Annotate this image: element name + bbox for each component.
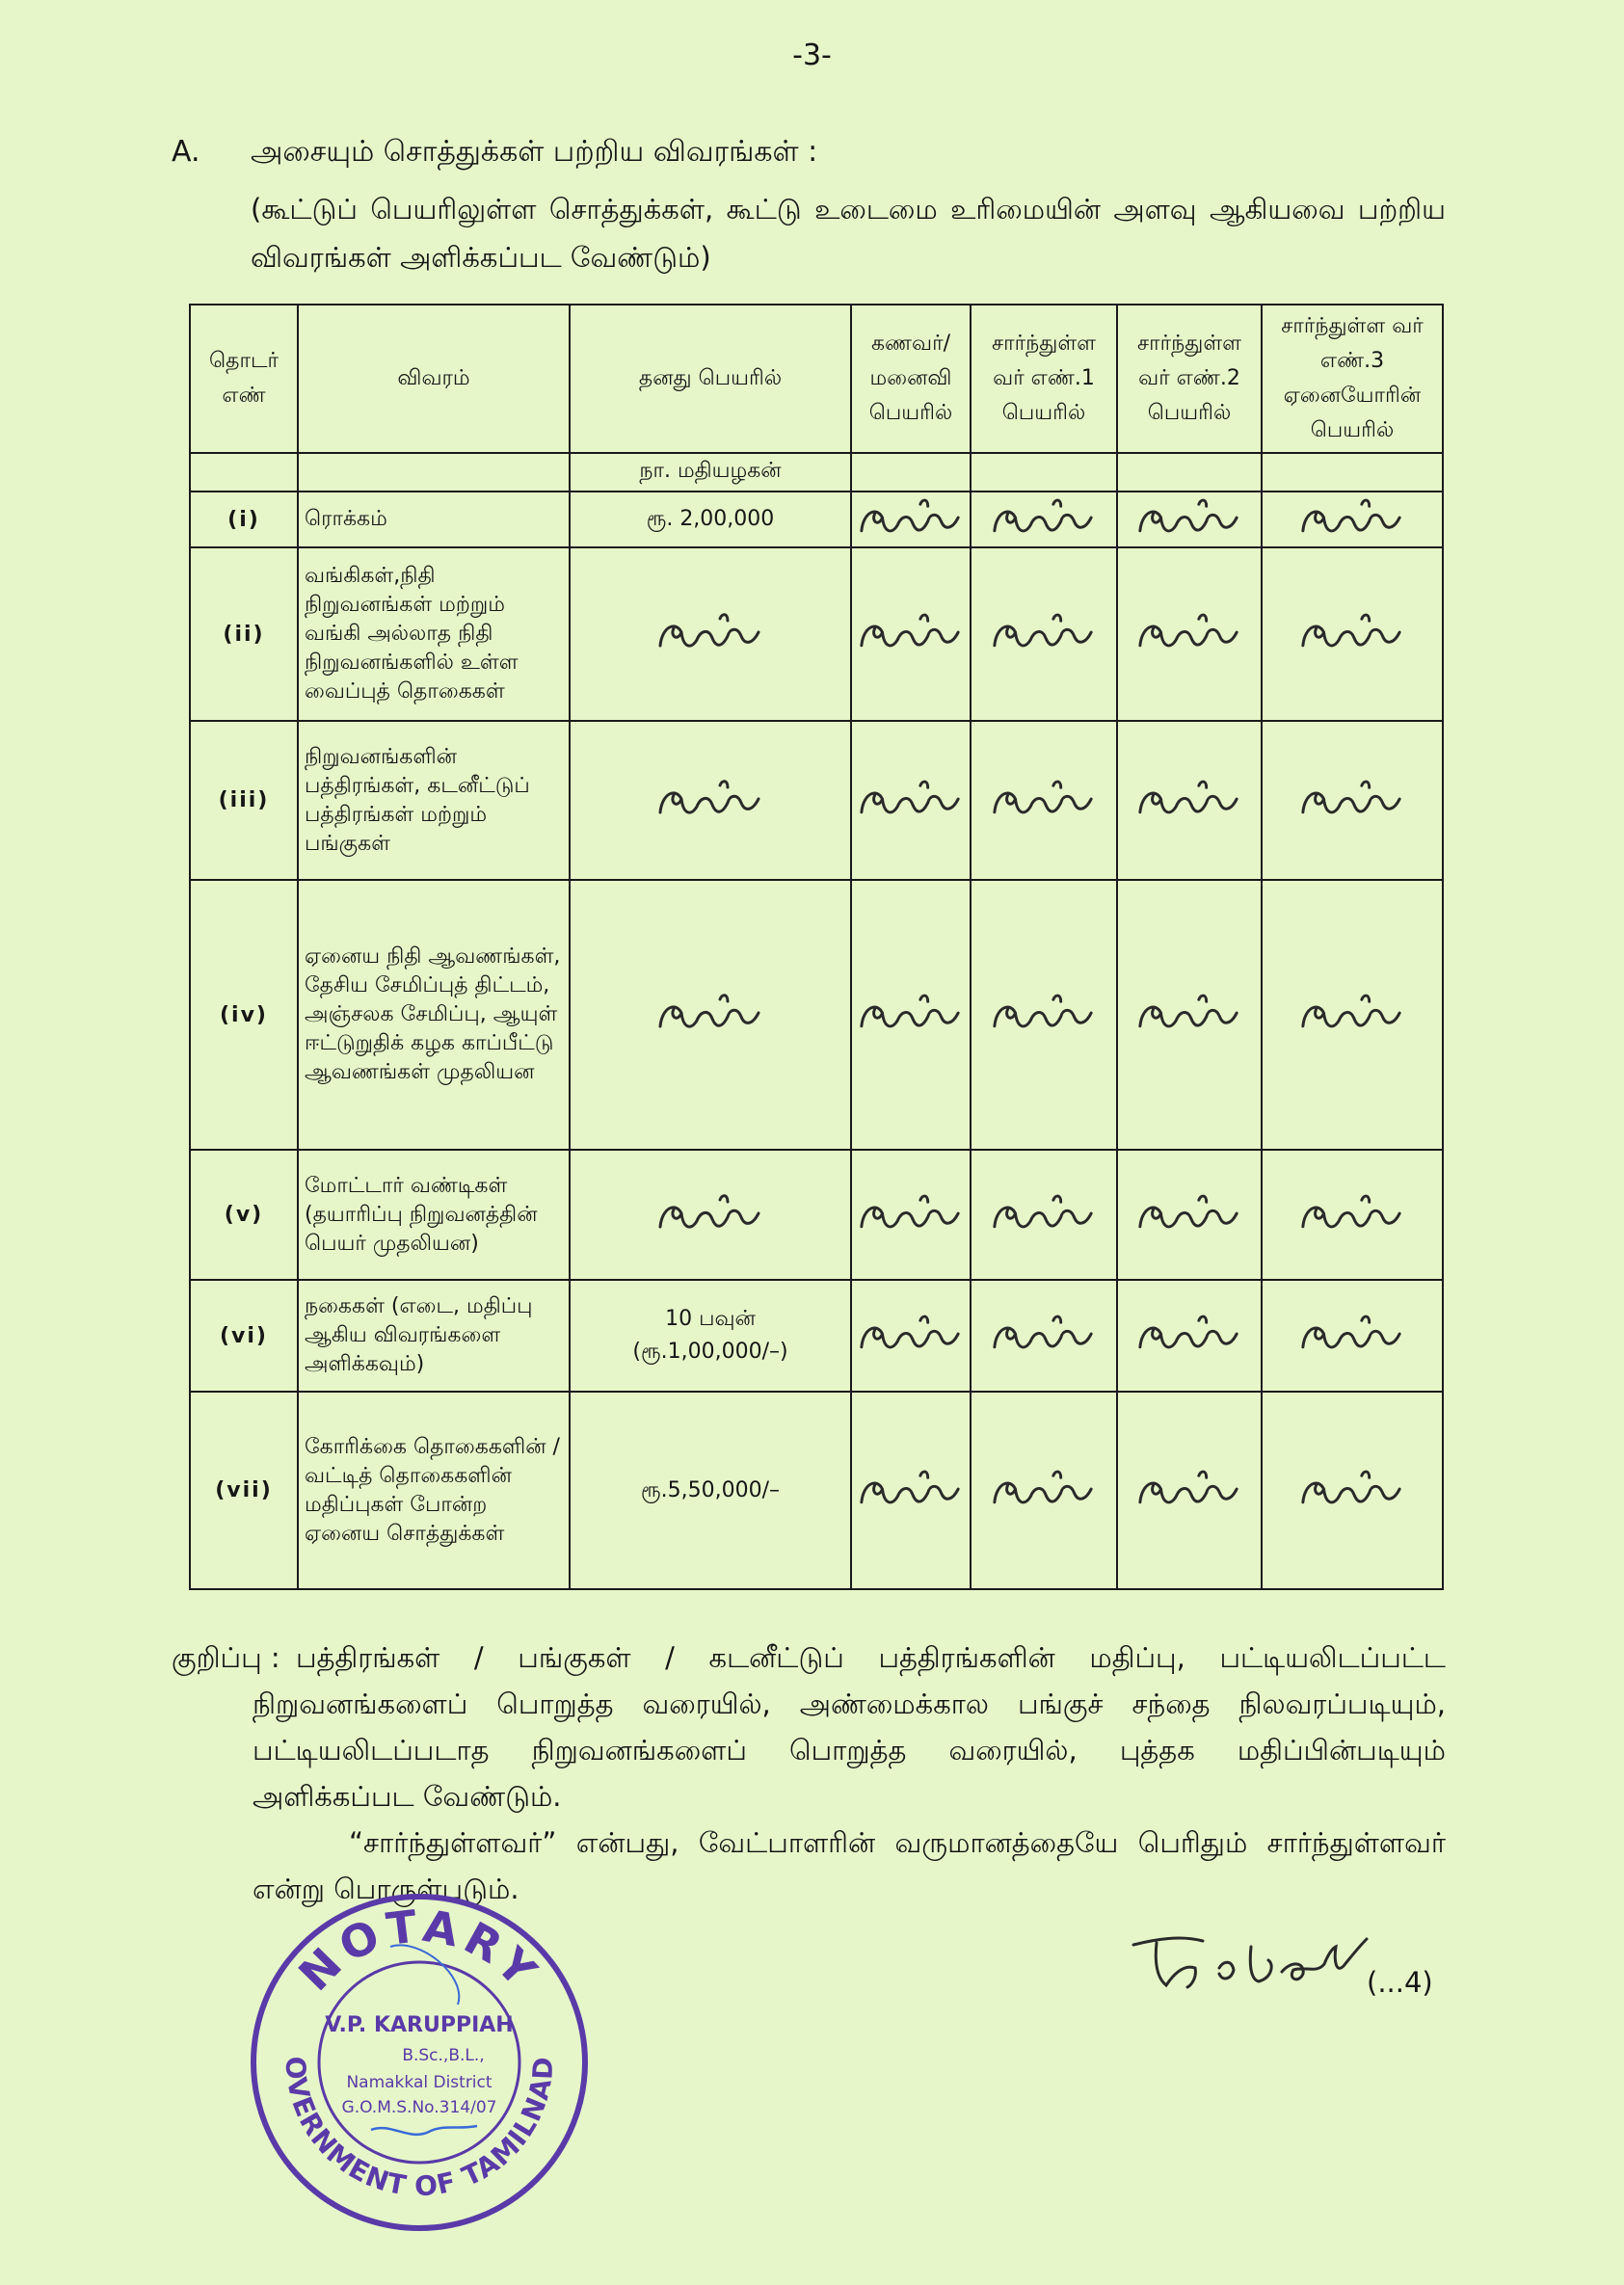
row-dependent-1-nil	[971, 1392, 1117, 1589]
row-spouse-nil	[851, 1150, 971, 1280]
row-serial: (iii)	[190, 721, 298, 880]
header-dependent-3: சார்ந்துள்ள வர் எண்.3 ஏனையோரின் பெயரில்	[1262, 305, 1443, 453]
row-dependent-2-nil	[1117, 547, 1262, 721]
row-description: கோரிக்கை தொகைகளின் / வட்டித் தொகைகளின் மதிப்புகள் போன்ற ஏனைய சொத்துக்கள்	[298, 1392, 570, 1589]
owner-name-row	[190, 453, 1443, 492]
row-dependent-3-nil	[1262, 492, 1443, 547]
row-dependent-3-nil	[1262, 1392, 1443, 1589]
svg-text:B.Sc.,B.L.,: B.Sc.,B.L.,	[402, 2046, 485, 2065]
row-dependent-1-nil	[971, 1150, 1117, 1280]
row-dependent-1-nil	[971, 880, 1117, 1150]
row-spouse-nil	[851, 721, 971, 880]
row-self-nil	[570, 721, 851, 880]
row-self-value: ரூ.5,50,000/–	[570, 1392, 851, 1589]
svg-text:V.P. KARUPPIAH: V.P. KARUPPIAH	[325, 2013, 514, 2037]
header-description: விவரம்	[298, 305, 570, 453]
row-self-nil	[570, 547, 851, 721]
row-spouse-nil	[851, 547, 971, 721]
row-dependent-3-nil	[1262, 1280, 1443, 1392]
continuation-marker: (...4)	[1367, 1966, 1433, 1999]
row-dependent-2-nil	[1117, 721, 1262, 880]
header-self: தனது பெயரில்	[570, 305, 851, 453]
row-serial: (i)	[190, 492, 298, 547]
table-row	[190, 721, 1443, 880]
section-title: அசையும் சொத்துக்கள் பற்றிய விவரங்கள் :	[251, 135, 818, 169]
row-spouse-nil	[851, 1280, 971, 1392]
row-dependent-2-nil	[1117, 1392, 1262, 1589]
row-serial: (iv)	[190, 880, 298, 1150]
notary-seal	[246, 1889, 593, 2240]
row-dependent-2-nil	[1117, 1150, 1262, 1280]
owner-name: நா. மதியழகன்	[570, 453, 851, 492]
section-subtitle: (கூட்டுப் பெயரிலுள்ள சொத்துக்கள், கூட்டு உடைமை உரிமையின் அளவு ஆகியவை பற்றிய விவரங்கள் அளிக்கப்பட வேண்டும்)	[251, 193, 1446, 274]
page-number: -3-	[792, 39, 832, 72]
row-spouse-nil	[851, 1392, 971, 1589]
table-row	[190, 1280, 1443, 1392]
note-text: பத்திரங்கள் / பங்குகள் / கடனீட்டுப் பத்திரங்களின் மதிப்பு, பட்டியலிடப்பட்ட நிறுவனங்களைப் பொறுத்த வரையில், அண்மைக்கால பங்குச் சந்தை நிலவரப்படியும், பட்டியலிடப்படாத நிறுவனங்களைப் பொறுத்த வரையில், புத்தக மதிப்பின்படியும் அளிக்கப்பட வேண்டும்.	[253, 1641, 1446, 1813]
row-dependent-3-nil	[1262, 1150, 1443, 1280]
row-self-nil	[570, 1150, 851, 1280]
row-serial: (ii)	[190, 547, 298, 721]
row-dependent-1-nil	[971, 1280, 1117, 1392]
svg-text:Namakkal District: Namakkal District	[346, 2073, 493, 2092]
row-description: நிறுவனங்களின் பத்திரங்கள், கடனீட்டுப் பத்திரங்கள் மற்றும் பங்குகள்	[298, 721, 570, 880]
header-spouse: கணவர்/ மனைவி பெயரில்	[851, 305, 971, 453]
row-description: ரொக்கம்	[298, 492, 570, 547]
row-dependent-1-nil	[971, 492, 1117, 547]
note-paragraph-2: “சார்ந்துள்ளவர்” என்பது, வேட்பாளரின் வருமானத்தையே பெரிதும் சார்ந்துள்ளவர் என்று பொருள்படும்.	[253, 1826, 1446, 1905]
header-dependent-1: சார்ந்துள்ள வர் எண்.1 பெயரில்	[971, 305, 1117, 453]
table-row	[190, 1392, 1443, 1589]
row-dependent-2-nil	[1117, 880, 1262, 1150]
row-serial: (vii)	[190, 1392, 298, 1589]
row-self-value: ரூ. 2,00,000	[570, 492, 851, 547]
row-self-nil	[570, 880, 851, 1150]
row-description: ஏனைய நிதி ஆவணங்கள், தேசிய சேமிப்புத் திட்டம், அஞ்சலக சேமிப்பு, ஆயுள் ஈட்டுறுதிக் கழக காப்பீட்டு ஆவணங்கள் முதலியன	[298, 880, 570, 1150]
movable-assets-table	[189, 304, 1444, 1590]
row-dependent-2-nil	[1117, 1280, 1262, 1392]
row-dependent-2-nil	[1117, 492, 1262, 547]
section-heading	[172, 135, 817, 173]
row-dependent-3-nil	[1262, 547, 1443, 721]
section-letter: A.	[172, 135, 200, 169]
row-dependent-3-nil	[1262, 880, 1443, 1150]
svg-text:NOTARY: NOTARY	[288, 1899, 550, 2002]
svg-text:GOVERNMENT OF TAMILNADU: OVERNMENT OF TAMILNAD	[279, 2055, 560, 2203]
row-serial: (vi)	[190, 1280, 298, 1392]
row-spouse-nil	[851, 492, 971, 547]
note-label: குறிப்பு :	[172, 1641, 280, 1674]
row-dependent-1-nil	[971, 721, 1117, 880]
note-block	[172, 1634, 1446, 1912]
row-description: மோட்டார் வண்டிகள் (தயாரிப்பு நிறுவனத்தின் பெயர் முதலியன)	[298, 1150, 570, 1280]
svg-text:G.O.M.S.No.314/07: G.O.M.S.No.314/07	[341, 2098, 497, 2117]
row-serial: (v)	[190, 1150, 298, 1280]
table-row	[190, 880, 1443, 1150]
table-row	[190, 492, 1443, 547]
row-spouse-nil	[851, 880, 971, 1150]
handwritten-signature	[1128, 1918, 1388, 2008]
table-row	[190, 547, 1443, 721]
row-dependent-3-nil	[1262, 721, 1443, 880]
row-dependent-1-nil	[971, 547, 1117, 721]
row-description: நகைகள் (எடை, மதிப்பு ஆகிய விவரங்களை அளிக்கவும்)	[298, 1280, 570, 1392]
header-serial: தொடர் எண்	[190, 305, 298, 453]
table-row	[190, 1150, 1443, 1280]
table-header-row	[190, 305, 1443, 453]
row-description: வங்கிகள்,நிதி நிறுவனங்கள் மற்றும் வங்கி அல்லாத நிதி நிறுவனங்களில் உள்ள வைப்புத் தொகைகள்	[298, 547, 570, 721]
row-self-value: 10 பவுன் (ரூ.1,00,000/–)	[570, 1280, 851, 1392]
header-dependent-2: சார்ந்துள்ள வர் எண்.2 பெயரில்	[1117, 305, 1262, 453]
